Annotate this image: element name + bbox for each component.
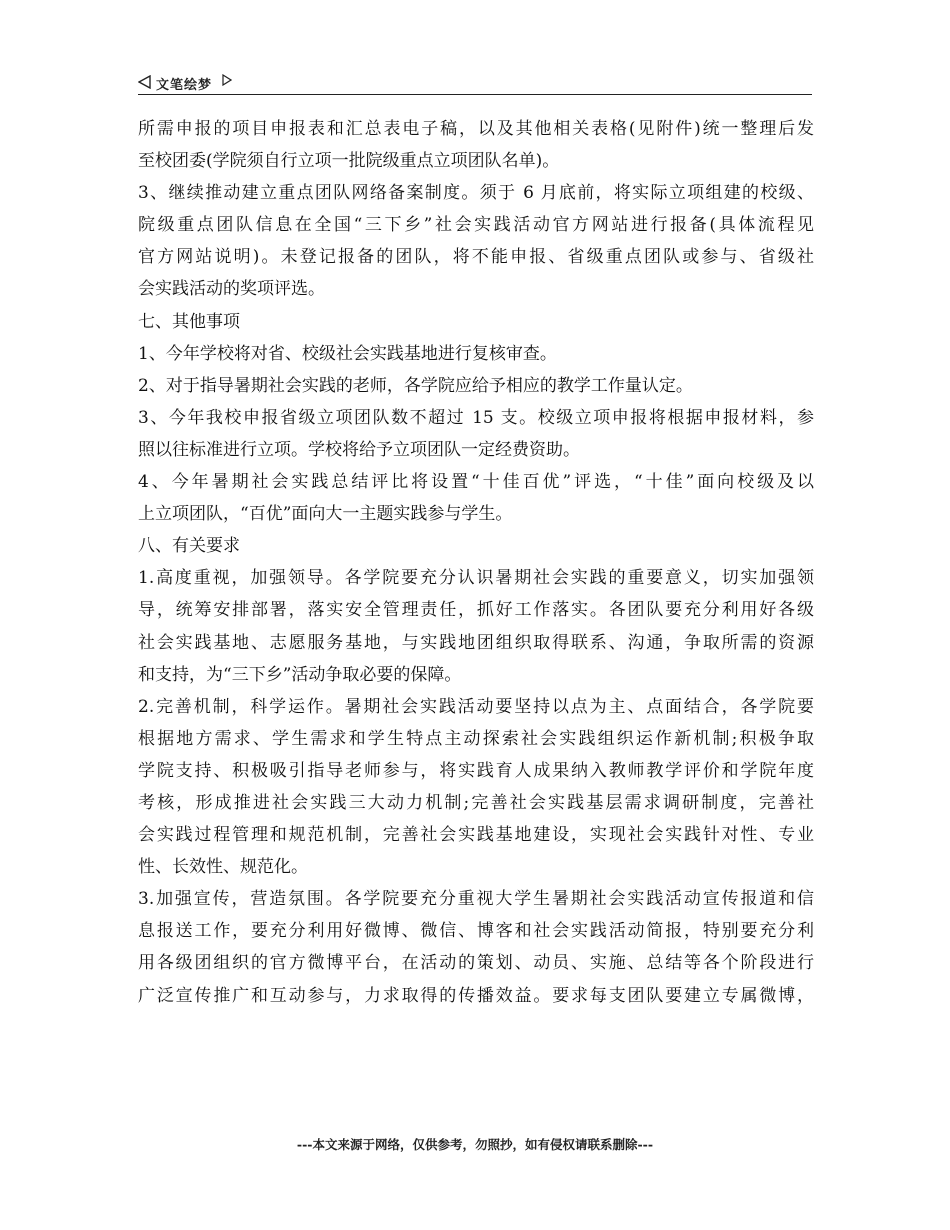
text-line: 七、其他事项 — [138, 311, 240, 332]
text-line: 导，统筹安排部署，落实安全管理责任，抓好工作落实。各团队要充分利用好各级 — [138, 600, 814, 621]
document-body — [138, 113, 814, 1012]
text-line: 上立项团队，“百优”面向大一主题实践参与学生。 — [138, 504, 513, 525]
text-line: 学院支持、积极吸引指导老师参与，将实践育人成果纳入教师教学评价和学院年度 — [138, 760, 814, 781]
text-line: 照以往标准进行立项。学校将给予立项团队一定经费资助。 — [138, 439, 580, 460]
page-header — [138, 72, 812, 95]
text-line: 1、今年学校将对省、校级社会实践基地进行复核审查。 — [138, 343, 557, 364]
text-line: 2.完善机制，科学运作。暑期社会实践活动要坚持以点为主、点面结合，各学院要 — [138, 696, 814, 717]
text-line: 4、今年暑期社会实践总结评比将设置“十佳百优”评选，“十佳”面向校级及以 — [138, 472, 814, 493]
text-line: 1.高度重视，加强领导。各学院要充分认识暑期社会实践的重要意义，切实加强领 — [138, 568, 814, 589]
text-line: 息报送工作，要充分利用好微博、微信、博客和社会实践活动简报，特别要充分利 — [138, 921, 814, 942]
text-line: 院级重点团队信息在全国“三下乡”社会实践活动官方网站进行报备(具体流程见 — [138, 215, 814, 236]
text-line: 八、有关要求 — [138, 536, 240, 557]
text-line: 所需申报的项目申报表和汇总表电子稿，以及其他相关表格(见附件)统一整理后发 — [138, 119, 814, 139]
text-line: 会实践活动的奖项评选。 — [138, 279, 325, 300]
text-line: 广泛宣传推广和互动参与，力求取得的传播效益。要求每支团队要建立专属微博， — [138, 985, 814, 1006]
text-line: 考核，形成推进社会实践三大动力机制;完善社会实践基层需求调研制度，完善社 — [138, 792, 814, 813]
text-line: 官方网站说明)。未登记报备的团队，将不能申报、省级重点团队或参与、省级社 — [138, 247, 814, 268]
text-line: 根据地方需求、学生需求和学生特点主动探索社会实践组织运作新机制;积极争取 — [138, 728, 814, 749]
text-line: 和支持，为“三下乡”活动争取必要的保障。 — [138, 664, 462, 685]
triangle-left-icon — [138, 75, 151, 89]
text-line: 会实践过程管理和规范机制，完善社会实践基地建设，实现社会实践针对性、专业 — [138, 825, 814, 846]
triangle-right-icon — [222, 74, 232, 86]
text-line: 社会实践基地、志愿服务基地，与实践地团组织取得联系、沟通，争取所需的资源 — [138, 632, 814, 653]
text-line: 至校团委(学院须自行立项一批院级重点立项团队名单)。 — [138, 151, 560, 172]
header-brand: 文笔绘梦 — [156, 78, 213, 93]
text-line: 3、今年我校申报省级立项团队数不超过 15 支。校级立项申报将根据申报材料，参 — [138, 407, 814, 428]
text-line: 3.加强宣传，营造氛围。各学院要充分重视大学生暑期社会实践活动宣传报道和信 — [138, 889, 814, 910]
text-line: 性、长效性、规范化。 — [138, 857, 308, 878]
text-line: 2、对于指导暑期社会实践的老师，各学院应给予相应的教学工作量认定。 — [138, 375, 693, 396]
text-line: 用各级团组织的官方微博平台，在活动的策划、动员、实施、总结等各个阶段进行 — [138, 953, 814, 974]
text-line: 3、继续推动建立重点团队网络备案制度。须于 6 月底前，将实际立项组建的校级、 — [138, 183, 814, 204]
page-footer: ---本文来源于网络，仅供参考，勿照抄，如有侵权请联系删除--- — [296, 1137, 654, 1152]
